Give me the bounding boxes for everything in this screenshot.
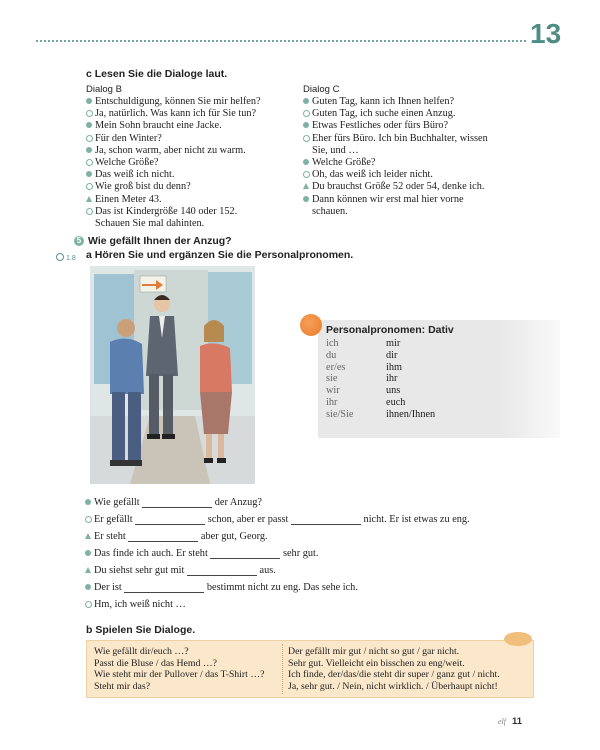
phrase: Sehr gut. Vielleicht ein bisschen zu eng/weit. xyxy=(288,657,465,669)
speaker-dot-icon xyxy=(86,171,92,177)
pronoun-row xyxy=(326,409,435,421)
pronoun-row xyxy=(326,338,435,350)
phrase: Wie steht mir der Pullover / das T-Shirt …? xyxy=(94,669,265,681)
dialog-line-text: Welche Größe? xyxy=(312,157,376,169)
footer-book: elf xyxy=(498,717,506,726)
pronoun-dative: mir xyxy=(386,338,401,349)
dialog-line-text: Das ist Kindergröße 140 oder 152. xyxy=(95,205,238,217)
page-footer xyxy=(498,716,522,727)
speaker-triangle-icon xyxy=(85,567,91,573)
dialog-line-text: Einen Meter 43. xyxy=(95,193,162,205)
dialog-line-text: Du brauchst Größe 52 oder 54, denke ich. xyxy=(312,181,485,193)
exercise-title: Wie gefällt Ihnen der Anzug? xyxy=(88,235,232,247)
phrase: Steht mir das? xyxy=(94,680,151,692)
exercise-line: Das finde ich auch. Er steht sehr gut. xyxy=(85,545,470,562)
pronoun-nominative: sie xyxy=(326,373,338,385)
pronoun-row xyxy=(326,362,435,374)
dialog-line xyxy=(303,108,533,120)
dialog-line-text: Wie groß bist du denn? xyxy=(95,181,191,193)
dialog-line-text: Entschuldigung, können Sie mir helfen? xyxy=(95,96,261,107)
cd-track-number: 1.8 xyxy=(66,255,76,262)
grammar-box-title: Personalpronomen: Dativ xyxy=(326,324,454,336)
dialog-line xyxy=(303,145,533,157)
speaker-ring-icon xyxy=(86,159,93,166)
dialog-line-text: Guten Tag, kann ich Ihnen helfen? xyxy=(312,96,455,107)
fill-blank[interactable] xyxy=(135,514,205,525)
cd-icon xyxy=(56,253,64,261)
pronoun-nominative: er/es xyxy=(326,361,346,373)
speaker-dot-icon xyxy=(303,98,309,104)
phrase-box-speech-blob xyxy=(504,632,532,646)
exercise-line: Er gefällt schon, aber er passt nicht. Er ist etwas zu eng. xyxy=(85,511,470,528)
phrase: Ja, sehr gut. / Nein, nicht wirklich. / Überhaupt nicht! xyxy=(288,680,498,692)
pronoun-dative: ihm xyxy=(386,361,403,373)
dialog-line-text: Welche Größe? xyxy=(95,157,159,169)
pronoun-dative: ihnen/Ihnen xyxy=(386,408,436,420)
dialog-line xyxy=(86,157,296,169)
pronoun-nominative: sie/Sie xyxy=(326,408,354,420)
exercise-line: Hm, ich weiß nicht … xyxy=(85,596,470,613)
dialog-line xyxy=(303,120,533,132)
speaker-ring-icon xyxy=(303,110,310,117)
speaker-dot-icon xyxy=(303,196,309,202)
dialog-line xyxy=(86,96,296,108)
dialog-line-text: Für den Winter? xyxy=(95,132,162,144)
exercise-line: Der ist bestimmt nicht zu eng. Das sehe ich. xyxy=(85,579,470,596)
pronoun-dative: ihr xyxy=(386,373,398,385)
speaker-dot-icon xyxy=(85,584,91,590)
dialog-line xyxy=(86,206,296,218)
exercise-number-badge: 5 xyxy=(74,236,84,246)
speaker-ring-icon xyxy=(85,516,92,523)
dialog-b-title: Dialog B xyxy=(86,84,122,95)
dialog-line-text: Etwas Festliches oder fürs Büro? xyxy=(312,120,449,132)
fill-blank[interactable] xyxy=(210,548,280,559)
dialog-b xyxy=(86,96,296,230)
fill-blank[interactable] xyxy=(142,497,212,508)
speaker-triangle-icon xyxy=(85,533,91,539)
dialog-line-text: Oh, das weiß ich leider nicht. xyxy=(312,169,433,181)
speaker-triangle-icon xyxy=(86,196,92,202)
phrase: Ich finde, der/das/die steht dir super / ganz gut / nicht. xyxy=(288,669,500,681)
dialog-line xyxy=(86,133,296,145)
dialog-line xyxy=(303,181,533,193)
dialog-line-text: Ja, schon warm, aber nicht zu warm. xyxy=(95,144,246,156)
pronoun-dative: uns xyxy=(386,385,401,397)
speaker-dot-icon xyxy=(86,98,92,104)
dialog-line-text: Sie, und … xyxy=(312,144,359,156)
dialog-line-text: Mein Sohn braucht eine Jacke. xyxy=(95,120,222,132)
section-c-heading: c Lesen Sie die Dialoge laut. xyxy=(86,68,228,80)
speaker-ring-icon xyxy=(86,135,93,142)
shop-illustration xyxy=(90,266,255,484)
pronoun-row xyxy=(326,385,435,397)
phrase: Wie gefällt dir/euch …? xyxy=(94,646,189,657)
dialog-line-text: schauen. xyxy=(312,205,348,217)
pronoun-dative: euch xyxy=(386,396,406,408)
exercise-line: Er steht aber gut, Georg. xyxy=(85,528,470,545)
speaker-ring-icon xyxy=(86,183,93,190)
dialog-line-text: Schauen Sie mal dahinten. xyxy=(95,218,205,230)
dialog-line xyxy=(303,133,533,145)
phrase: Der gefällt mir gut / nicht so gut / gar nicht. xyxy=(288,646,460,657)
pronoun-row xyxy=(326,350,435,362)
grammar-box-circle xyxy=(300,314,322,336)
speaker-dot-icon xyxy=(303,122,309,128)
dialog-line-text: Ja, natürlich. Was kann ich für Sie tun? xyxy=(95,108,257,120)
speaker-ring-icon xyxy=(86,208,93,215)
speaker-ring-icon xyxy=(303,135,310,142)
phrase: Passt die Bluse / das Hemd …? xyxy=(94,657,217,669)
fill-blank[interactable] xyxy=(124,582,204,593)
dialog-line xyxy=(86,169,296,181)
dialog-c xyxy=(303,96,533,218)
exercise-b-heading: b Spielen Sie Dialoge. xyxy=(86,624,196,636)
dialog-line xyxy=(303,169,533,181)
dialog-c-title: Dialog C xyxy=(303,84,340,95)
speaker-dot-icon xyxy=(85,499,91,505)
dialog-line-text: Eher fürs Büro. Ich bin Buchhalter, wissen xyxy=(312,132,488,144)
pronoun-nominative: ihr xyxy=(326,396,338,408)
dialog-line-text: Das weiß ich nicht. xyxy=(95,169,175,181)
dialog-line xyxy=(86,108,296,120)
dialog-line xyxy=(86,218,296,230)
speaker-ring-icon xyxy=(303,171,310,178)
speaker-triangle-icon xyxy=(303,183,309,189)
speaker-dot-icon xyxy=(86,147,92,153)
phrase-box-divider xyxy=(282,644,283,694)
grammar-box-fade xyxy=(500,320,580,438)
pronoun-row xyxy=(326,397,435,409)
page-number: 11 xyxy=(512,716,523,727)
pronoun-nominative: ich xyxy=(326,338,339,349)
cd-track xyxy=(56,253,76,262)
dialog-line xyxy=(303,157,533,169)
pronoun-row xyxy=(326,373,435,385)
pronoun-dative: dir xyxy=(386,349,398,361)
dialog-line xyxy=(86,145,296,157)
dialog-line xyxy=(303,96,533,108)
fill-blank[interactable] xyxy=(187,565,257,576)
pronoun-nominative: du xyxy=(326,349,337,361)
phrase-box-questions xyxy=(94,646,280,692)
header-dotted-rule xyxy=(36,40,526,42)
dialog-line xyxy=(303,206,533,218)
pronoun-table xyxy=(326,338,435,421)
speaker-dot-icon xyxy=(85,550,91,556)
dialog-line xyxy=(86,194,296,206)
speaker-ring-icon xyxy=(85,601,92,608)
dialog-line xyxy=(86,120,296,132)
dialog-line-text: Guten Tag, ich suche einen Anzug. xyxy=(312,108,456,120)
speaker-dot-icon xyxy=(86,122,92,128)
speaker-dot-icon xyxy=(303,159,309,165)
exercise-line: Du siehst sehr gut mit aus. xyxy=(85,562,470,579)
exercise-a-heading: a Hören Sie und ergänzen Sie die Personalpronomen. xyxy=(86,249,354,261)
exercise-line: Wie gefällt der Anzug? xyxy=(85,494,470,511)
chapter-number: 13 xyxy=(530,18,562,49)
dialog-line xyxy=(86,181,296,193)
phrase-box-answers xyxy=(288,646,532,692)
dialog-line-text: Dann können wir erst mal hier vorne xyxy=(312,193,464,205)
dialog-line xyxy=(303,194,533,206)
pronoun-nominative: wir xyxy=(326,385,340,397)
fill-in-exercise xyxy=(85,494,470,613)
speaker-ring-icon xyxy=(86,110,93,117)
fill-blank[interactable] xyxy=(128,531,198,542)
fill-blank[interactable] xyxy=(291,514,361,525)
